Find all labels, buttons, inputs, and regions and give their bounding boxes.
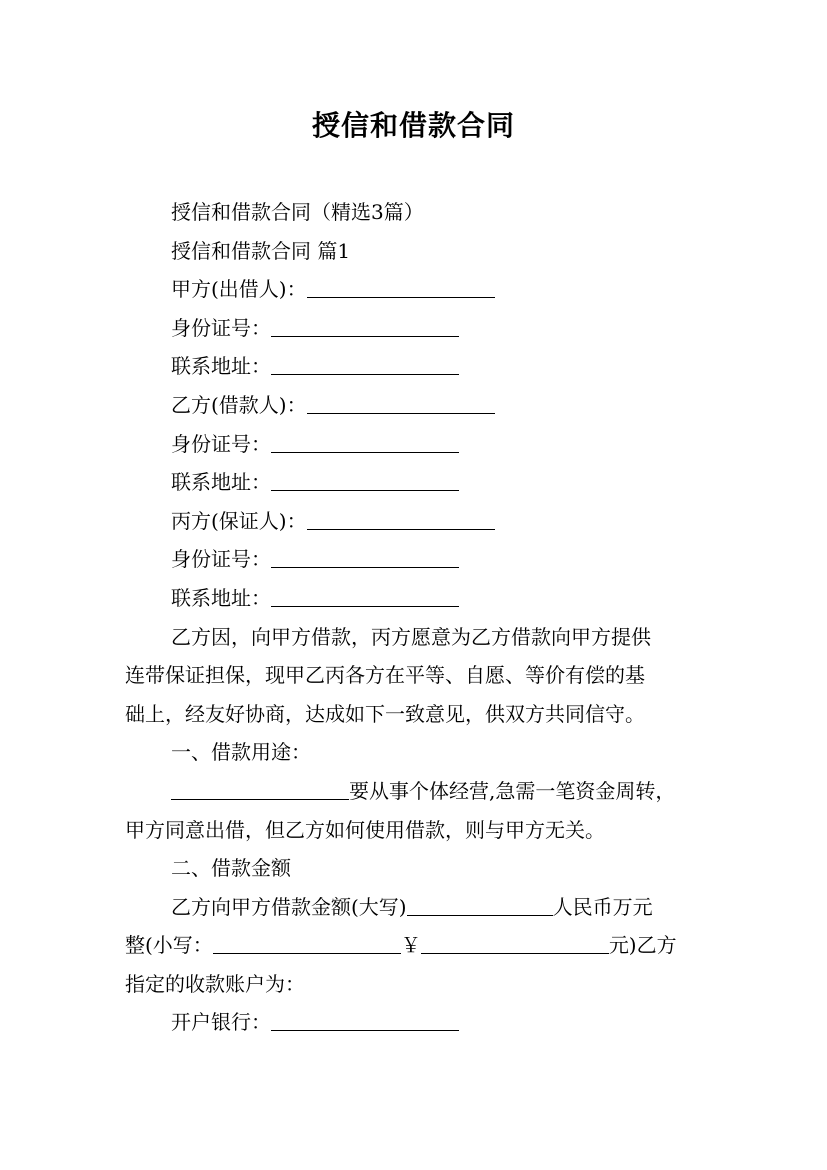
purpose-blank xyxy=(171,777,349,800)
id-c-blank xyxy=(271,545,459,568)
intro-line-2 xyxy=(125,656,715,695)
addr-c-line xyxy=(125,579,715,618)
amount-text-1-head: 乙方向甲方借款金额(大写) xyxy=(171,894,407,919)
purpose-line-1 xyxy=(125,772,715,811)
party-b-label: 乙方(借款人)： xyxy=(171,392,307,417)
subtitle-line xyxy=(125,193,715,232)
id-c-line xyxy=(125,540,715,579)
id-a-line xyxy=(125,309,715,348)
heading-amount: 二、借款金额 xyxy=(171,856,291,881)
heading-1-line xyxy=(125,733,715,772)
intro-text-2: 连带保证担保，现甲乙丙各方在平等、自愿、等价有偿的基 xyxy=(125,663,645,688)
amount-text-1-tail: 人民币万元 xyxy=(552,894,653,919)
section-heading-line xyxy=(125,232,715,271)
party-c-blank xyxy=(307,507,495,530)
subtitle-text: 授信和借款合同（精选3篇） xyxy=(171,200,424,224)
id-b-blank xyxy=(271,430,459,453)
document-title: 授信和借款合同 xyxy=(311,109,515,142)
bank-label: 开户银行： xyxy=(171,1010,271,1035)
purpose-text-2: 甲方同意出借，但乙方如何使用借款，则与甲方无关。 xyxy=(125,817,605,842)
addr-b-blank xyxy=(271,468,459,491)
section-heading: 授信和借款合同 篇1 xyxy=(171,238,351,263)
party-a-line xyxy=(125,270,715,309)
intro-line-1 xyxy=(125,618,715,657)
amount-line-2 xyxy=(125,926,715,965)
party-a-blank xyxy=(307,275,495,298)
intro-text-1: 乙方因，向甲方借款，丙方愿意为乙方借款向甲方提供 xyxy=(171,624,651,649)
addr-a-blank xyxy=(271,352,459,375)
amount-lower-blank-1 xyxy=(213,931,401,954)
party-c-label: 丙方(保证人)： xyxy=(171,508,307,533)
addr-b-line xyxy=(125,463,715,502)
party-c-line xyxy=(125,502,715,541)
purpose-text-1: 要从事个体经营,急需一笔资金周转， xyxy=(349,778,676,803)
id-b-line xyxy=(125,425,715,464)
purpose-line-2 xyxy=(125,811,715,850)
id-a-label: 身份证号： xyxy=(171,315,271,340)
heading-purpose: 一、借款用途： xyxy=(171,740,311,765)
bank-line xyxy=(125,1003,715,1042)
party-a-label: 甲方(出借人)： xyxy=(171,277,307,302)
yen-symbol: ￥ xyxy=(400,933,421,958)
amount-lower-blank-2 xyxy=(421,931,609,954)
addr-a-label: 联系地址： xyxy=(171,354,271,379)
party-b-blank xyxy=(307,391,495,414)
addr-b-label: 联系地址： xyxy=(171,470,271,495)
id-c-label: 身份证号： xyxy=(171,547,271,572)
amount-upper-blank xyxy=(407,893,553,916)
intro-text-3: 础上，经友好协商，达成如下一致意见，供双方共同信守。 xyxy=(125,701,645,726)
heading-2-line xyxy=(125,849,715,888)
id-b-label: 身份证号： xyxy=(171,431,271,456)
amount-text-3: 指定的收款账户为： xyxy=(125,971,305,996)
addr-c-label: 联系地址： xyxy=(171,585,271,610)
party-b-line xyxy=(125,386,715,425)
amount-text-2-tail: 元)乙方 xyxy=(608,933,677,958)
document-body xyxy=(125,193,715,1042)
intro-line-3 xyxy=(125,695,715,734)
addr-a-line xyxy=(125,347,715,386)
amount-line-3 xyxy=(125,965,715,1004)
amount-line-1 xyxy=(125,888,715,927)
bank-blank xyxy=(271,1008,459,1031)
id-a-blank xyxy=(271,314,459,337)
addr-c-blank xyxy=(271,584,459,607)
amount-text-2-head: 整(小写： xyxy=(125,933,213,958)
